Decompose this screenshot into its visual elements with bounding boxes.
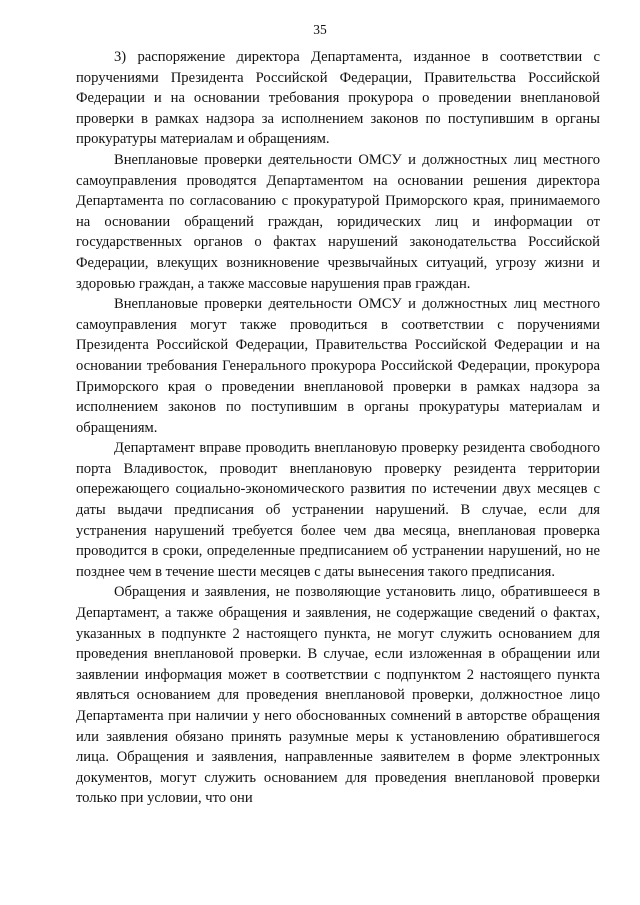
paragraph-directive: 3) распоряжение директора Департамента, изданное в соответствии с поручениями Президента Российской Федерации, Правительства Российской Федерации и на основании требования прокурора о проведении внеплановой проверки в рамках надзора за исполнением законов по поступившим в органы прокуратуры материалам и обращениям. bbox=[76, 49, 600, 148]
page-number: 35 bbox=[313, 22, 327, 37]
paragraph-unscheduled-inspections-basis: Внеплановые проверки деятельности ОМСУ и должностных лиц местного самоуправления проводятся Департаментом на основании решения директора Департамента по согласованию с прокуратурой Приморского края, принимаемого на основании обращений граждан, юридических лиц и информации от государственных органов о фактах нарушений законодательства Российской Федерации, влекущих возникновение чрезвычайных ситуаций, угрозу жизни и здоровью граждан, а также массовые нарушения прав граждан. bbox=[76, 151, 600, 292]
paragraph-anonymous-appeals: Обращения и заявления, не позволяющие установить лицо, обратившееся в Департамент, а также обращения и заявления, не содержащие сведений о фактах, указанных в подпункте 2 настоящего пункта, не могут служить основанием для проведения внеплановой проверки. В случае, если изложенная в обращении или заявлении информация может в соответствии с подпунктом 2 настоящего пункта являться основанием для проведения внеплановой проверки, должностное лицо Департамента при наличии у него обоснованных сомнений в авторстве обращения или заявления обязано принять разумные меры к установлению обратившегося лица. Обращения и заявления, направленные заявителем в форме электронных документов, могут служить основанием для проведения внеплановой проверки только при условии, что они bbox=[76, 584, 600, 807]
paragraph-unscheduled-inspections-orders: Внеплановые проверки деятельности ОМСУ и должностных лиц местного самоуправления могут также проводиться в соответствии с поручениями Президента Российской Федерации, Правительства Российской Федерации и на основании требования Генерального прокурора Российской Федерации, прокурора Приморского края о проведении внеплановой проверки в рамках надзора за исполнением законов по поступившим в органы прокуратуры материалам и обращениям. bbox=[76, 296, 600, 436]
document-body bbox=[76, 47, 600, 809]
paragraph-free-port-resident-inspection: Департамент вправе проводить внеплановую проверку резидента свободного порта Владивосток, проводит внеплановую проверку резидента территории опережающего социально-экономического развития по истечении двух месяцев с даты выдачи предписания об устранении нарушений. В случае, если для устранения нарушений требуется более чем два месяца, внеплановая проверка проводится в сроки, определенные предписанием об устранении нарушений, но не позднее чем в течение шести месяцев с даты вынесения такого предписания. bbox=[76, 440, 600, 580]
